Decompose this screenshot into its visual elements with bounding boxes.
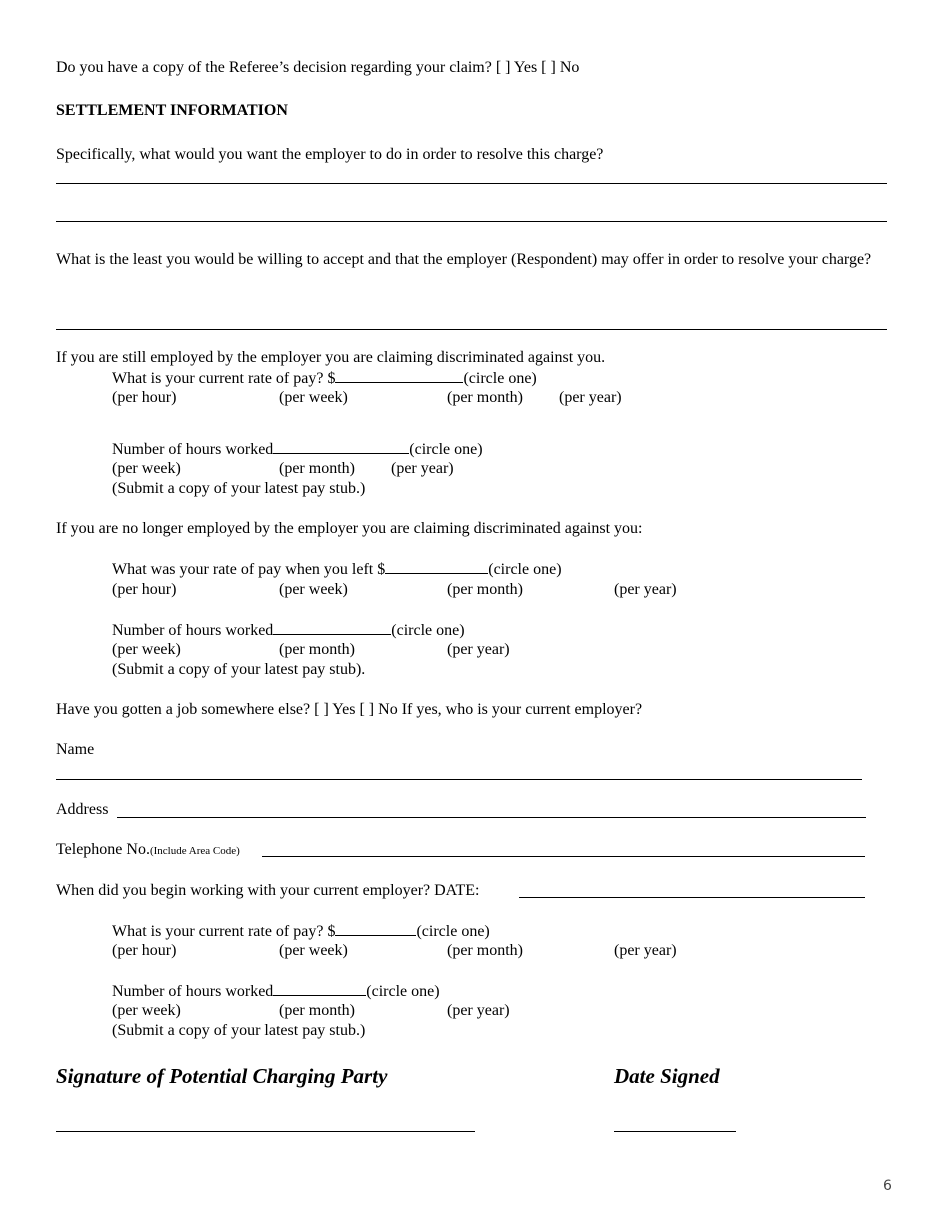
referee-question: Do you have a copy of the Referee’s decision regarding your claim? [ ] Yes [ ] No — [56, 59, 580, 76]
circle-one: (circle one) — [416, 923, 490, 940]
pay-option[interactable]: (per year) — [614, 581, 677, 598]
hours-input-blank[interactable] — [273, 981, 366, 996]
pay-option[interactable]: (per week) — [279, 942, 348, 959]
hours-option[interactable]: (per week) — [112, 641, 181, 658]
hours-option[interactable]: (per year) — [447, 641, 510, 658]
circle-one: (circle one) — [463, 370, 537, 387]
hours-input-blank[interactable] — [273, 620, 391, 635]
circle-one: (circle one) — [409, 441, 483, 458]
date-signed-label: Date Signed — [614, 1064, 720, 1088]
address-label: Address — [56, 801, 109, 818]
current-pay-row — [112, 921, 490, 942]
date-signed-field[interactable] — [614, 1131, 736, 1132]
pay-input-blank[interactable] — [335, 921, 416, 936]
signature-label: Signature of Potential Charging Party — [56, 1064, 388, 1088]
pay-option[interactable]: (per year) — [559, 389, 622, 406]
pay-option[interactable]: (per month) — [447, 389, 523, 406]
hours-option[interactable]: (per week) — [112, 1002, 181, 1019]
hours-label: Number of hours worked — [112, 441, 274, 458]
hours-option[interactable]: (per year) — [391, 460, 454, 477]
pay-option[interactable]: (per year) — [614, 942, 677, 959]
start-date-label: When did you begin working with your current employer? DATE: — [56, 882, 480, 899]
hours-label: Number of hours worked — [112, 983, 274, 1000]
phone-label: Telephone No. — [56, 841, 150, 858]
hours-option[interactable]: (per year) — [447, 1002, 510, 1019]
pay-input-blank[interactable] — [385, 559, 488, 574]
hours-option[interactable]: (per month) — [279, 1002, 355, 1019]
no-longer-pay-row — [112, 559, 562, 580]
phone-field[interactable] — [262, 856, 865, 857]
current-hours-row — [112, 981, 440, 1002]
pay-option[interactable]: (per hour) — [112, 581, 177, 598]
hours-option[interactable]: (per week) — [112, 460, 181, 477]
circle-one: (circle one) — [366, 983, 440, 1000]
least-question: What is the least you would be willing to accept and that the employer (Respondent) may offer in order to resolve your charge? — [56, 251, 872, 268]
start-date-field[interactable] — [519, 897, 865, 898]
resolve-question: Specifically, what would you want the employer to do in order to resolve this charge? — [56, 146, 604, 163]
circle-one: (circle one) — [391, 622, 465, 639]
hours-option[interactable]: (per month) — [279, 460, 355, 477]
still-employed-pay-row — [112, 368, 537, 389]
stub-note: (Submit a copy of your latest pay stub.) — [112, 1022, 366, 1039]
no-longer-employed-intro: If you are no longer employed by the employer you are claiming discriminated against you: — [56, 520, 643, 537]
settlement-heading: SETTLEMENT INFORMATION — [56, 102, 288, 119]
signature-field[interactable] — [56, 1131, 475, 1132]
still-employed-intro: If you are still employed by the employer you are claiming discriminated against you. — [56, 349, 606, 366]
pay-input-blank[interactable] — [335, 368, 463, 383]
hours-label: Number of hours worked — [112, 622, 274, 639]
pay-option[interactable]: (per hour) — [112, 389, 177, 406]
new-job-question: Have you gotten a job somewhere else? [ ] Yes [ ] No If yes, who is your current employer? — [56, 701, 643, 718]
hours-option[interactable]: (per month) — [279, 641, 355, 658]
name-label: Name — [56, 741, 95, 758]
phone-note: (Include Area Code) — [149, 845, 240, 857]
pay-label: What was your rate of pay when you left $ — [112, 561, 386, 578]
pay-option[interactable]: (per week) — [279, 581, 348, 598]
no-longer-hours-row — [112, 620, 465, 641]
pay-option[interactable]: (per month) — [447, 581, 523, 598]
pay-label: What is your current rate of pay? $ — [112, 923, 336, 940]
stub-note: (Submit a copy of your latest pay stub.) — [112, 480, 366, 497]
least-answer-line[interactable] — [56, 329, 887, 330]
still-employed-hours-row — [112, 439, 483, 460]
address-field[interactable] — [117, 817, 866, 818]
pay-label: What is your current rate of pay? $ — [112, 370, 336, 387]
resolve-answer-line-2[interactable] — [56, 221, 887, 222]
circle-one: (circle one) — [488, 561, 562, 578]
name-field[interactable] — [56, 779, 862, 780]
page-number: 6 — [883, 1178, 892, 1194]
pay-option[interactable]: (per week) — [279, 389, 348, 406]
hours-input-blank[interactable] — [273, 439, 409, 454]
pay-option[interactable]: (per month) — [447, 942, 523, 959]
phone-label-row — [56, 840, 240, 861]
resolve-answer-line-1[interactable] — [56, 183, 887, 184]
pay-option[interactable]: (per hour) — [112, 942, 177, 959]
stub-note: (Submit a copy of your latest pay stub). — [112, 661, 366, 678]
